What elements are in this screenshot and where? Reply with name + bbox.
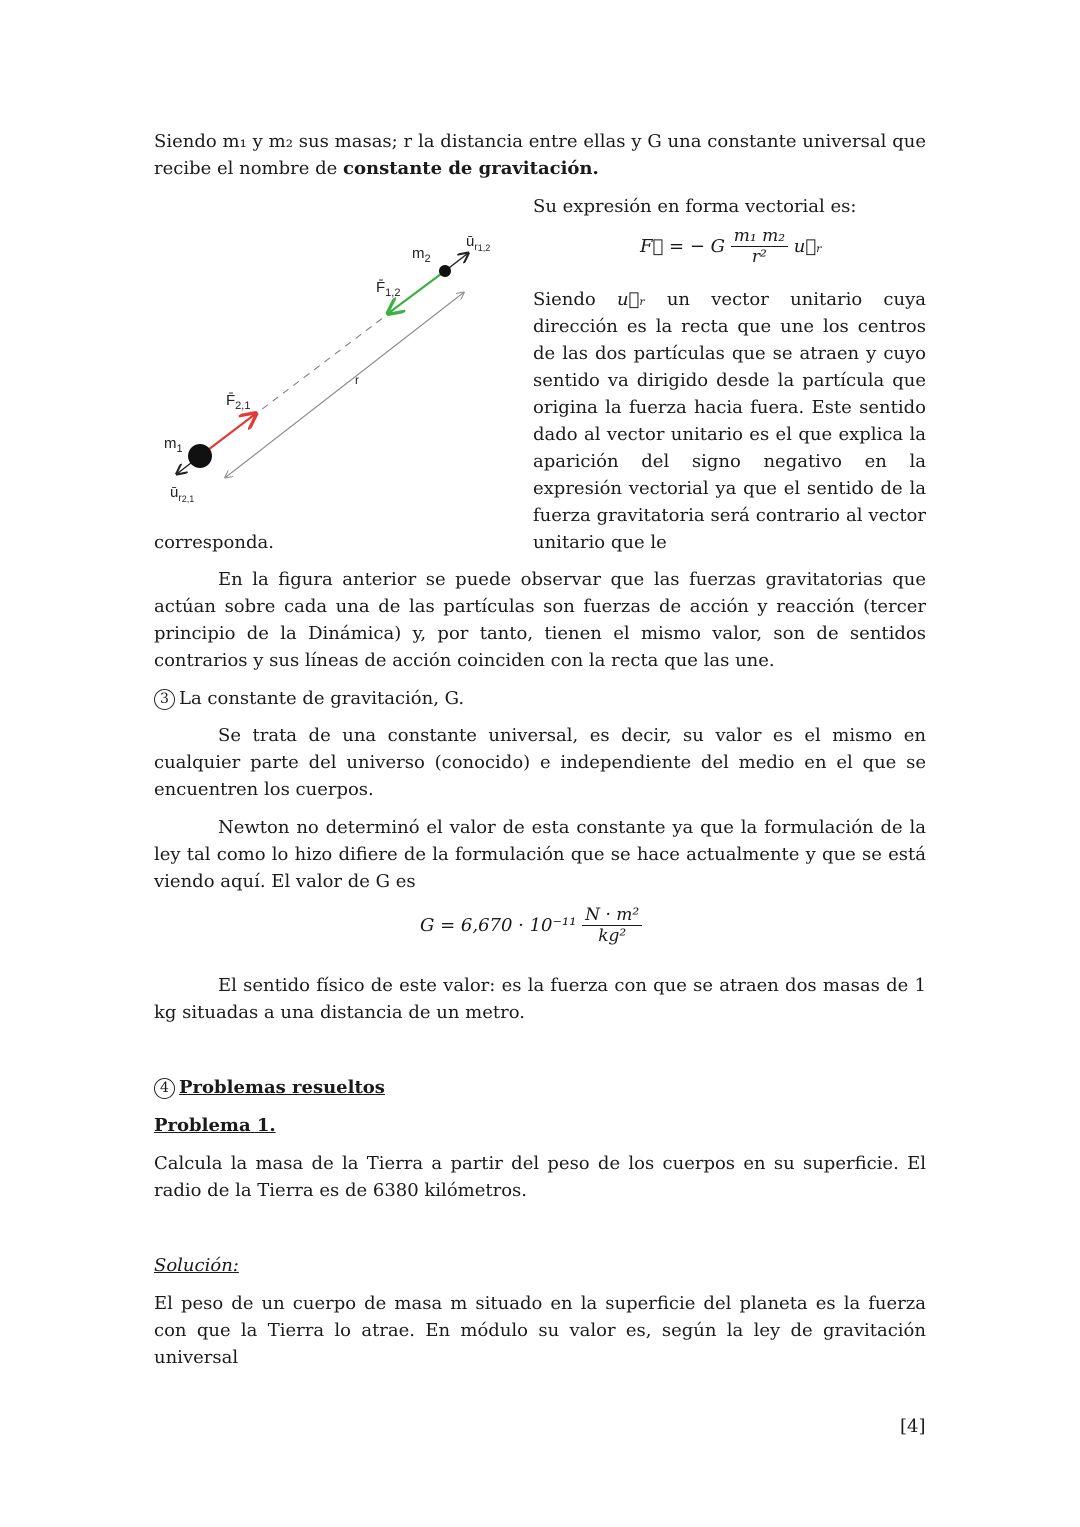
section-3-title: La constante de gravitación, G. [179,688,465,709]
g-formula-den: kg² [598,926,627,946]
gravitation-figure-svg [150,222,530,522]
label-F12: $F̄_{1,2}$ [376,279,401,299]
universal-constant-paragraph: Se trata de una constante universal, es decir, su valor es el mismo en cualquier parte del universo (conocido) e independiente del medio en el que se encuentren los cuerpos. [154,725,926,800]
vector-formula-den: r² [751,247,767,267]
solution-label [154,1252,926,1279]
unit-vector-symbol: u⃗ᵣ [616,289,646,310]
solution-paragraph: El peso de un cuerpo de masa m situado en la superficie del planeta es la fuerza con que la Tierra lo atrae. En módulo su valor es, según la ley de gravitación universal [154,1293,926,1368]
section-3-heading [154,685,926,712]
label-m1: $m_1$ [164,435,183,455]
label-m2: $m_2$ [412,245,431,265]
vector-formula-fraction [731,226,788,267]
problem-title [154,1112,926,1139]
intro-text: Siendo m₁ y m₂ sus masas; r la distancia entre ellas y G una constante universal que recibe el nombre de [154,131,926,179]
label-u21: $ū_r2,1$ [170,484,195,504]
section-4-heading [154,1074,926,1101]
newton-paragraph: Newton no determinó el valor de esta constante ya que la formulación de la ley tal como lo hizo difiere de la formulación que se hace actualmente y que se está viendo aquí. El valor de G es [154,817,926,892]
vector-intro: Su expresión en forma vectorial es: [533,196,857,217]
physical-meaning-paragraph: El sentido físico de este valor: es la fuerza con que se atraen dos masas de 1 kg situadas a una distancia de un metro. [154,975,926,1023]
problem-title-text: Problema 1. [154,1115,276,1136]
mass-m2 [439,265,451,277]
page-number: [4] [900,1416,926,1437]
section-4-title: Problemas resueltos [179,1077,385,1098]
vector-formula-num: m₁ m₂ [731,226,788,247]
g-formula-num: N · m² [582,905,642,926]
action-reaction-paragraph: En la figura anterior se puede observar que las fuerzas gravitatorias que actúan sobre cada una de las partículas son fuerzas de acción y reacción (tercer principio de la Dinámica) y, por tanto, tienen el mismo valor, son de sentidos contrarios y sus líneas de acción coinciden con la recta que las une. [154,569,926,671]
problem-statement: Calcula la masa de la Tierra a partir del peso de los cuerpos en su superficie. El radio de la Tierra es de 6380 kilómetros. [154,1153,926,1201]
unit-vector-pre: Siendo [533,289,617,310]
solution-label-text: Solución: [154,1255,239,1276]
intro-bold-term: constante de gravitación. [343,158,599,179]
vector-formula-unit: u⃗ᵣ [793,236,823,257]
distance-arrow-r-start [226,293,463,477]
g-constant-formula [420,905,660,965]
section-4-number: 4 [154,1078,175,1099]
section-3-number: 3 [154,689,175,710]
gravitation-figure [150,222,530,522]
label-F21: $F̄_{2,1}$ [226,392,251,412]
vector-formula [640,226,840,276]
unit-vector-tail: corresponda. [154,532,274,553]
label-u12: $ū_r1,2$ [466,233,491,253]
unit-vector-post: un vector unitario cuya dirección es la recta que une los centros de las dos partículas que se atraen y cuyo sentido va dirigido desde la partícula que origina la fuerza hacia fuera. Este sentido dado al vector unitario es el que explica la aparición del signo negativo en la expresión vectorial ya que el sentido de la fuerza gravitatoria será contrario al vector unitario que le [533,289,926,553]
mass-m1 [188,444,212,468]
g-formula-lhs: G = 6,670 · 10⁻¹¹ [420,915,577,936]
g-formula-fraction [582,905,642,946]
unit-vector-paragraph [533,286,926,556]
label-r: r [355,373,359,387]
intro-paragraph [154,128,926,182]
vector-formula-lhs: F⃗ = − G [640,236,725,257]
